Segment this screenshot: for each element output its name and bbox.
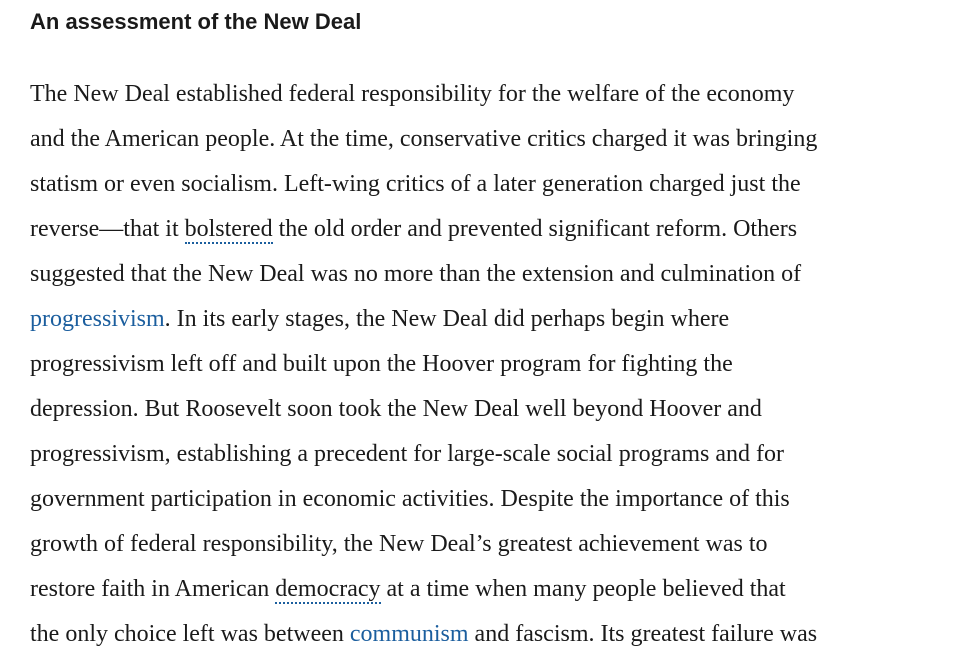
text-line (30, 387, 945, 432)
text-segment: government participation in economic activities. Despite the importance of this (30, 486, 790, 512)
text-segment: . In its early stages, the New Deal did perhaps begin where (164, 306, 730, 332)
text-line (30, 477, 945, 522)
text-line (30, 522, 945, 567)
text-segment: depression. But Roosevelt soon took the New Deal well beyond Hoover and (30, 396, 762, 422)
text-line (30, 162, 945, 207)
text-segment: the only choice left was between (30, 621, 350, 647)
text-segment: statism or even socialism. Left-wing critics of a later generation charged just the (30, 171, 801, 197)
text-segment: suggested that the New Deal was no more than the extension and culmination of (30, 261, 802, 287)
bolstered-definition-link[interactable]: bolstered (184, 216, 273, 242)
article (30, 0, 945, 647)
text-line (30, 432, 945, 477)
progressivism-link[interactable]: progressivism (30, 306, 165, 332)
text-segment: at a time when many people believed that (380, 576, 786, 602)
democracy-definition-link[interactable]: democracy (275, 576, 381, 602)
text-segment: reverse—that it (30, 216, 185, 242)
text-segment: progressivism left off and built upon the Hoover program for fighting the (30, 351, 733, 377)
text-line (30, 207, 945, 252)
text-segment: restore faith in American (30, 576, 276, 602)
text-segment: and fascism. Its greatest failure was (468, 621, 818, 647)
text-line (30, 297, 945, 342)
text-segment: progressivism, establishing a precedent for large-scale social programs and for (30, 441, 784, 467)
text-line (30, 117, 945, 162)
text-line (30, 252, 945, 297)
text-segment: The New Deal established federal responsibility for the welfare of the economy (30, 81, 795, 107)
section-heading: An assessment of the New Deal (30, 9, 362, 34)
text-segment: growth of federal responsibility, the New Deal’s greatest achievement was to (30, 531, 768, 557)
text-line (30, 342, 945, 387)
text-segment: the old order and prevented significant reform. Others (272, 216, 798, 242)
text-line (30, 612, 945, 657)
article-paragraph (30, 72, 945, 657)
text-segment: and the American people. At the time, conservative critics charged it was bringing (30, 126, 818, 152)
communism-link[interactable]: communism (349, 621, 469, 647)
text-line (30, 72, 945, 117)
text-line (30, 567, 945, 612)
